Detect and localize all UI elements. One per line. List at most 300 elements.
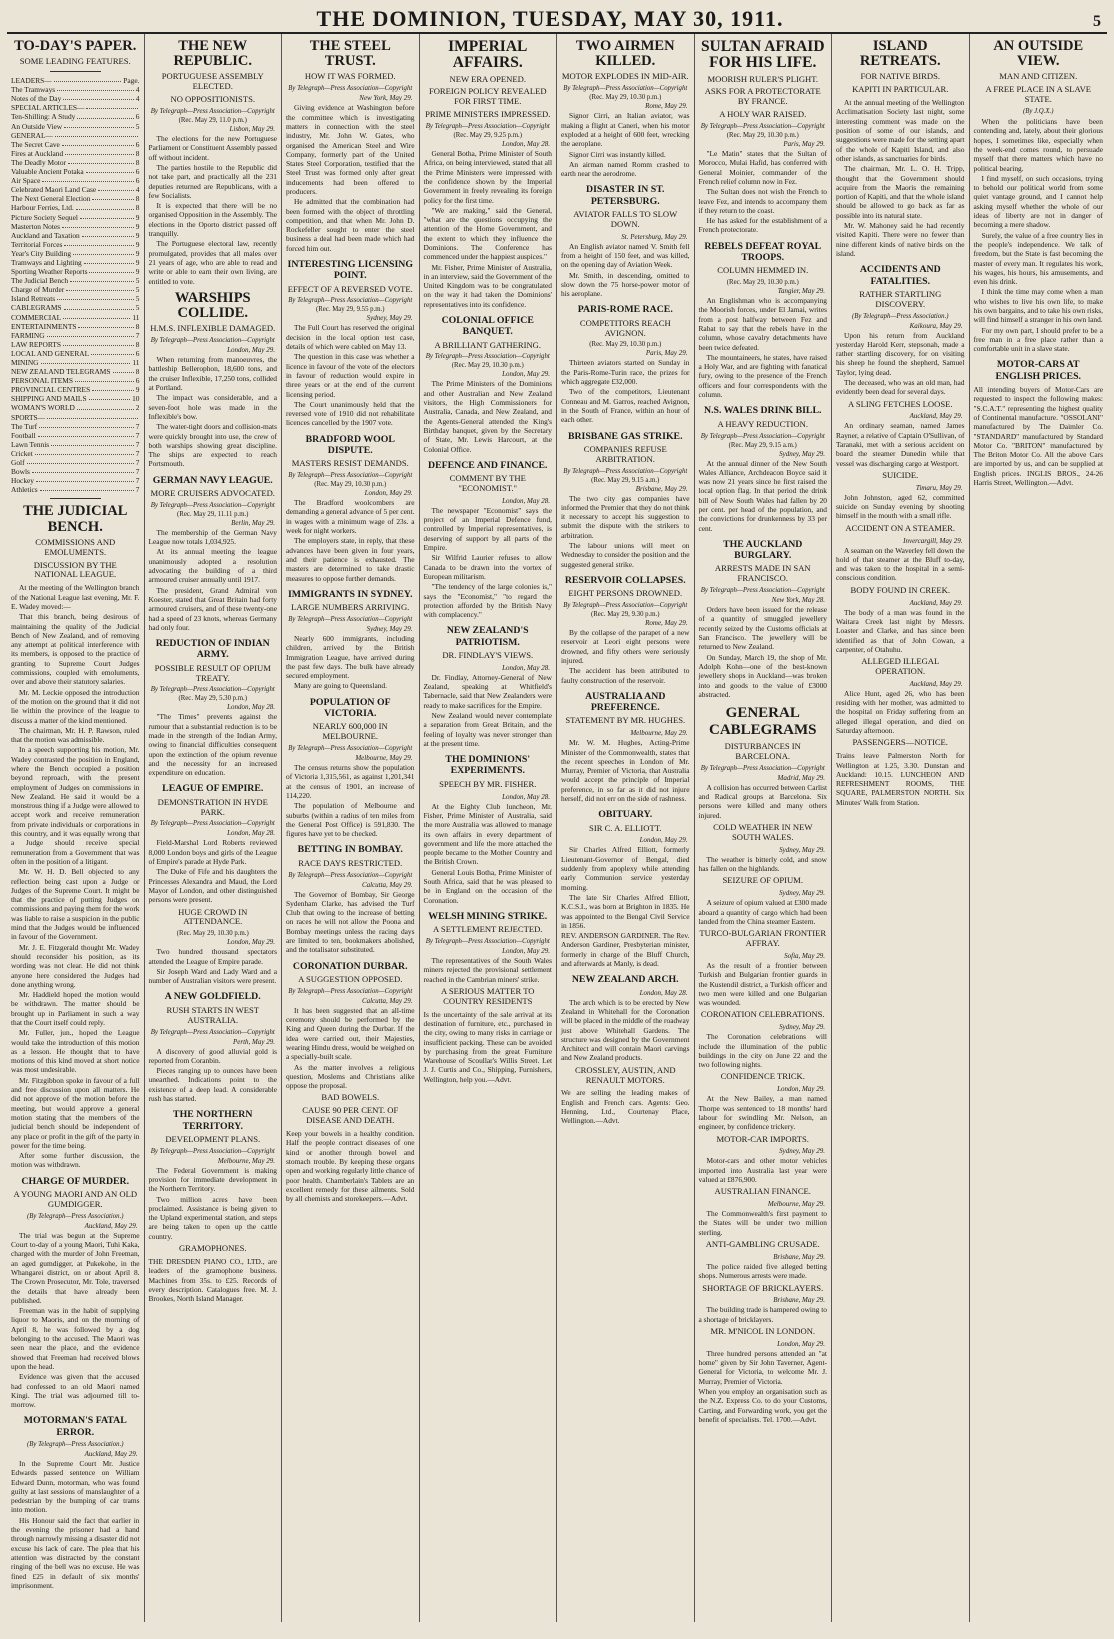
index-entry-page: 6 — [135, 176, 140, 186]
article-subheading: RACE DAYS RESTRICTED. — [298, 857, 403, 868]
advertisement-heading: A SERIOUS MATTER TO COUNTRY RESIDENTS — [440, 985, 535, 1006]
dateline: Paris, May 29. — [645, 349, 688, 358]
article-subheading: MOORISH RULER'S PLIGHT. — [707, 73, 818, 84]
article-subheading: MAN AND CITIZEN. — [999, 71, 1078, 82]
paragraph: The Court unanimously held that the reversed vote of 1910 did not rehabilitate licences cancelled by the 1907 vote. — [286, 399, 415, 428]
article-subheading: PORTUGUESE ASSEMBLY ELECTED. — [161, 71, 264, 92]
article-heading: NEW ZEALAND ARCH. — [571, 974, 679, 986]
index-entry — [11, 276, 140, 285]
column-6 — [695, 34, 833, 1622]
column-4 — [420, 34, 558, 1622]
article-heading: CORONATION DURBAR. — [292, 960, 408, 972]
received-date: (Rec. May 29, 9.55 p.m.) — [315, 306, 385, 314]
paragraph: That this branch, being desirous of maintaining the quality of the Judicial Bench of New Zealand, and of removing any attempt at political interference with its members, is opposed to the practice of granting to Supreme Court Judges commissions, coupled with emoluments, over and above their statutory salaries. — [11, 612, 140, 687]
article-subheading: FOR NATIVE BIRDS. — [860, 71, 940, 82]
paragraph: The accident has been attributed to faulty construction of the reservoir. — [561, 666, 690, 685]
article-subheading: H.M.S. INFLEXIBLE DAMAGED. — [150, 323, 276, 334]
article-subheading: MASTERS RESIST DEMANDS. — [291, 458, 409, 469]
paragraph: An English aviator named V. Smith fell from a height of 150 feet, and was killed, on the opening day of Aviation Week. — [561, 241, 690, 270]
paragraph: The Full Court has reserved the original decision in the local option test case, details of which were cabled on May 13. — [286, 323, 415, 352]
paragraph: General Louis Botha, Prime Minister of South Africa, said that he was pleased to be in England on the occasion of the Coronation. — [423, 867, 552, 905]
index-entry-page: 9 — [135, 385, 140, 395]
paragraph: He admitted that the combination had been formed with the object of throttling competition, and that when Mr. John D. Rockefeller sought to enter the steel business a deal had been made which had forced him out. — [286, 197, 415, 253]
article-body — [424, 673, 553, 748]
article-body — [424, 379, 553, 453]
index-entry-page: 5 — [135, 121, 140, 131]
index-entry — [11, 313, 140, 322]
index-entry-page: 8 — [135, 157, 140, 167]
paragraph: Thirteen aviators started on Sunday in the Paris-Rome-Turin race, the prizes for which aggregate £32,000. — [561, 358, 690, 387]
paragraph: An Englishman who is accompanying the Moorish forces, under El Jamai, writes from a post halfway between Fez and Rabat to say that the rebels have in the column, whose cavalry detachments have been twice defeated. — [698, 296, 827, 352]
index-leader-dots — [82, 231, 134, 237]
index-leader-dots — [63, 94, 134, 100]
paragraph: Alice Hunt, aged 26, who has been residing with her mother, was admitted to the hospital on Friday suffering from an alleged illegal operation, and died on Saturday afternoon. — [836, 688, 965, 736]
index-entry — [11, 422, 140, 431]
index-entry-label: Cricket — [11, 448, 33, 458]
byline: (By Telegraph—Press Association.) — [26, 1440, 124, 1448]
article-heading: MOTORMAN'S FATAL ERROR. — [23, 1415, 127, 1438]
index-entry-label: Valuable Ancient Potaka — [11, 167, 84, 177]
index-entry-label: WOMAN'S WORLD — [11, 403, 75, 413]
dateline: Calcutta, May 29. — [361, 996, 413, 1005]
index-leader-dots — [70, 276, 134, 282]
index-entry-page: 7 — [135, 439, 140, 449]
paragraph: A seaman on the Waverley fell down the hold of that steamer at the Bluff to-day, and was taken to the hospital in a semi-conscious condition. — [836, 545, 965, 583]
index-entry-page: 7 — [135, 448, 140, 458]
masthead — [7, 6, 1107, 34]
index-entry-label: PERSONAL ITEMS — [11, 376, 73, 386]
paragraph: Orders have been issued for the release of a quantity of smuggled jewellery recently seized by the Customs officials at San Francisco. The jewellery will be returned to New Zealand. — [698, 605, 827, 652]
dateline: London, May 29. — [777, 1339, 825, 1348]
paragraph: Surely, the value of a free country lies in the people's independence. We talk of freedom, but the State is fast becoming the master of every man. It regulates his work, his wages, his hours, his amusements, and even his drink. — [973, 230, 1103, 287]
dateline: Melbourne, May 29. — [217, 1156, 275, 1165]
advertisement-heading: CROSSLEY, AUSTIN, AND RENAULT MOTORS. — [574, 1064, 676, 1085]
dateline: London, May 29. — [639, 836, 688, 845]
dateline: Sydney, May 29. — [779, 1023, 825, 1032]
article-heading: BRADFORD WOOL DISPUTE. — [305, 433, 395, 456]
section-heading-todays-paper: TO-DAY'S PAPER. — [14, 38, 137, 54]
article-subheading: COLUMN HEMMED IN. — [717, 265, 809, 276]
paragraph: At the annual meeting of the Wellington Acclimatisation Society last night, some interesting comment was made on the position of some of our islands, and suggestions were made for the setting apart of the whole of Kapiti Island, and also other islands, as sanctuaries for birds. — [836, 98, 965, 163]
paragraph: At the meeting of the Wellington branch of the National League last evening, Mr. F. E. Wadey moved:— — [11, 583, 140, 611]
index-entry — [11, 385, 140, 394]
index-entry-page: 6 — [135, 167, 140, 177]
index-entry — [11, 258, 140, 267]
paragraph: Pieces ranging up to ounces have been unearthed. Indications point to the existence of a deep lead. A considerable rush has started. — [148, 1066, 277, 1103]
article-heading: POPULATION OF VICTORIA. — [309, 696, 391, 719]
article-subheading: A SUGGESTION OPPOSED. — [298, 973, 403, 984]
article-body — [286, 763, 415, 838]
received-date: (Rec. May 29, 10.30 p.m.) — [589, 94, 662, 102]
paragraph: The chairman, Mr. H. P. Rawson, ruled that the motion was admissible. — [11, 725, 140, 745]
dateline: Lisbon, May 29. — [229, 125, 275, 134]
dateline: London, May 29. — [777, 1085, 825, 1094]
byline: By Telegraph—Press Association—Copyright — [288, 85, 413, 93]
article-subheading: SUICIDE. — [882, 469, 919, 480]
paragraph: The Bradford woolcombers are demanding a general advance of 5 per cent. in wages with a minimum wage of 23s. a week for night workers. — [286, 498, 415, 536]
byline: By Telegraph—Press Association—Copyright — [700, 123, 825, 131]
article-subheading: RUSH STARTS IN WEST AUSTRALIA. — [166, 1004, 259, 1025]
index-entry — [11, 294, 140, 303]
article-body — [561, 111, 690, 178]
index-entry-page: 6 — [135, 348, 140, 358]
dateline: Melbourne, May 29. — [355, 754, 413, 763]
index-entry — [11, 322, 140, 331]
index-leader-dots — [27, 458, 134, 464]
dateline: Auckland, May 29. — [84, 1449, 138, 1458]
paragraph: The body of a man was found in the Waitara Creek last night by Messrs. Loaster and Clarke, and has since been identified as that of John Cowan, a carpenter, of Otahuhu. — [836, 607, 965, 654]
article-body — [836, 493, 965, 521]
dateline: London, May 28. — [502, 140, 550, 149]
article-heading: THE NEW REPUBLIC. — [173, 38, 253, 70]
paragraph: The building trade is hampered owing to a shortage of bricklayers. — [698, 1305, 827, 1324]
article-subheading: DISTURBANCES IN BARCELONA. — [724, 741, 801, 762]
byline: By Telegraph—Press Association—Copyright — [150, 820, 275, 828]
index-entry — [11, 303, 140, 312]
byline: By Telegraph—Press Association—Copyright — [563, 467, 688, 475]
article-heading: THE AUCKLAND BURGLARY. — [723, 538, 803, 562]
index-leader-dots — [89, 394, 131, 400]
index-entry-page: 8 — [135, 339, 140, 349]
article-body — [699, 855, 828, 874]
index-leader-dots — [47, 331, 134, 337]
index-leader-dots — [63, 340, 134, 346]
index-entry-page: 7 — [135, 330, 140, 340]
index-entry-page: 4 — [135, 85, 140, 95]
index-entry-label: Notes of the Day — [11, 94, 62, 104]
article-subheading: ARRESTS MADE IN SAN FRANCISCO. — [714, 563, 811, 584]
dateline: London, May 28. — [227, 703, 275, 712]
index-entry-label: The Judicial Bench — [11, 276, 69, 286]
index-entry-page: 10 — [132, 394, 140, 404]
index-leader-dots — [41, 358, 131, 364]
received-date: (Rec. May 29, 9.30 p.m.) — [590, 611, 660, 619]
paragraph: For my own part, I should prefer to be a free man in a free place rather than a comfortable unit in a slave state. — [973, 325, 1103, 354]
article-subheading: AUSTRALIAN FINANCE. — [714, 1186, 811, 1197]
article-subheading: MR. M'NICOL IN LONDON. — [710, 1326, 816, 1337]
dateline: London, May 28. — [639, 988, 688, 997]
dateline: Perth, May 29. — [233, 1037, 275, 1046]
article-heading: RESERVOIR COLLAPSES. — [564, 574, 686, 586]
index-entry-page: 8 — [135, 367, 140, 377]
dateline: Timaru, May 29. — [915, 483, 963, 492]
received-date: (Rec. May 29, 10.30 p.m.) — [726, 279, 799, 287]
paragraph: The elections for the new Portuguese Parliament or Constituent Assembly passed off without incident. — [148, 134, 278, 162]
article-subheading: CORONATION CELEBRATIONS. — [700, 1009, 825, 1020]
paragraph: The president, Grand Admiral von Koester, stated that Great Britain had forty armoured cruisers, and of these twenty-one had a speed of 23 knots, whereas Germany had only four. — [148, 585, 277, 632]
columns — [7, 34, 1107, 1622]
index-entry-label: Golf — [11, 458, 25, 468]
index-entry-label: The Turf — [11, 421, 38, 431]
article-body — [699, 1305, 828, 1324]
paragraph: The Prime Ministers of the Dominions and other Australian and New Zealand visitors, the High Commissioners for Australia, Canada, and New Zealand, and the Agents-General attended the King's Birthday banquet, given by the Secretary of State, Mr. Lewis Harcourt, at the Colonial Office. — [423, 379, 552, 454]
article-body — [286, 890, 415, 955]
article-subheading: CONFIDENCE TRICK. — [720, 1071, 805, 1082]
index-entry-label: Fires at Auckland — [11, 148, 64, 158]
byline: By Telegraph—Press Association—Copyright — [150, 337, 275, 345]
index-leader-dots — [55, 131, 138, 137]
article-body — [699, 1209, 828, 1237]
dateline: Sydney, May 29. — [366, 314, 413, 323]
article-body — [561, 998, 690, 1063]
article-subheading: SPEECH BY MR. FISHER. — [439, 778, 537, 789]
article-body — [149, 712, 278, 777]
index-leader-dots — [64, 122, 134, 128]
index-entry — [11, 240, 140, 249]
paragraph: The arch which is to be erected by New Zealand in Whitehall for the Coronation will be placed in the middle of the roadway just above Whitehall Gardens. The structure was designed by the Government Architect and will contain Maori carvings and New Zealand products. — [561, 997, 690, 1063]
paragraph: Mr. Smith, in descending, omitted to slow down the 75 horse-power motor of his aeroplane. — [561, 270, 690, 299]
article-heading: GENERAL CABLEGRAMS — [708, 705, 817, 739]
index-leader-dots — [36, 476, 134, 482]
index-leader-dots — [38, 431, 134, 437]
paragraph: Sir Charles Alfred Elliott, formerly Lieutenant-Governor of Bengal, died suddenly from apoplexy while attending early Communion service yesterday morning. — [561, 845, 690, 892]
dateline: Sydney, May 29. — [779, 889, 825, 898]
article-subheading: MORE CRUISERS ADVOCATED. — [150, 487, 275, 498]
index-entry-page: 7 — [135, 467, 140, 477]
byline: By Telegraph—Press Association—Copyright — [150, 1028, 275, 1036]
article-body — [561, 845, 690, 930]
index-entry-label: Year's City Building — [11, 248, 72, 258]
paragraph: Dr. Findlay, Attorney-General of New Zealand, speaking at Whitfield's Tabernacle, said that New Zealanders were ready to make sacrifices for the Empire. — [423, 672, 552, 710]
article-heading: DISASTER IN ST. PETERSBURG. — [586, 184, 665, 207]
article-body — [836, 98, 965, 258]
index-entry-page: 11 — [132, 312, 140, 322]
paragraph: Sir Wilfrid Laurier refuses to allow Canada to be drawn into the vortex of European militarism. — [423, 553, 552, 581]
article-subheading: COMPETITORS REACH AVIGNON. — [579, 317, 671, 338]
paragraph: A seizure of opium valued at £300 made aboard a quantity of cargo which had been landed from the China steamer Eastern. — [698, 898, 827, 926]
article-subheading: SEIZURE OF OPIUM. — [722, 875, 803, 886]
index-entry-label: Masterton Notes — [11, 221, 61, 231]
index-leader-dots — [32, 467, 134, 473]
paragraph: The trial was begun at the Supreme Court to-day of a young Maori, Tuhi Kaka, charged with the murder of John Freeman, an aged gumdigger, at Pukekohe, in the Whangarei district, on or about April 8. The Crown Prosecutor, Mr. Tole, traversed the details that have already been published. — [11, 1230, 140, 1305]
paragraph: The Governor of Bombay, Sir George Sydenham Clarke, has advised the Turf Club that owing to the increase of betting on races he will not allow the Poona and Bombay meetings unless the racing days are limited to ten, bookmakers abolished, and the totalisator substituted. — [286, 889, 415, 955]
article-heading: SULTAN AFRAID FOR HIS LIFE. — [700, 38, 825, 72]
index-entry — [11, 176, 140, 185]
divider — [50, 498, 101, 499]
masthead-title: THE DOMINION, TUESDAY, MAY 30, 1911. — [316, 6, 784, 31]
paragraph: By the collapse of the parapet of a new reservoir at Leori eight persons were drowned, and fifty others were seriously injured. — [561, 628, 690, 665]
index-entry-page: 4 — [135, 94, 140, 104]
byline: By Telegraph—Press Association—Copyright — [563, 85, 688, 93]
index-entry — [11, 376, 140, 385]
index-entry-label: Territorial Forces — [11, 239, 63, 249]
index-leader-dots — [76, 203, 134, 209]
index-leader-dots — [65, 149, 134, 155]
article-subheading: MOTOR-CAR IMPORTS. — [716, 1133, 809, 1144]
byline: By Telegraph—Press Association—Copyright — [288, 745, 413, 753]
index-leader-dots — [113, 367, 134, 373]
article-body — [561, 358, 690, 424]
index-entry-label: The Deadly Motor — [11, 157, 67, 167]
byline: By Telegraph—Press Association—Copyright — [563, 602, 688, 610]
index-entry — [11, 358, 140, 367]
index-leader-dots — [92, 385, 134, 391]
dateline: Brisbane, May 29. — [773, 1296, 825, 1305]
paragraph: "The tendency of the large colonies is," says the "Economist," "to regard the protection afforded by the British Navy with complacency." — [423, 582, 552, 620]
article-subheading: COMPANIES REFUSE ARBITRATION. — [583, 443, 667, 464]
dateline: Rome, May 29. — [645, 619, 688, 628]
paragraph: General Botha, Prime Minister of South Africa, on being interviewed, stated that all the Prime Ministers were impressed with the confidence shown by the Imperial Government in freely revealing its foreign policy for the first time. — [423, 149, 552, 205]
index-leader-dots — [92, 194, 133, 200]
paragraph: Mr. W. Mahoney said he had recently visited Kapiti. There were no fewer than nine different kinds of native birds on the island. — [836, 221, 965, 258]
article-body — [149, 1047, 278, 1104]
dateline: London, May 28. — [227, 829, 275, 838]
article-body — [286, 323, 415, 427]
article-subheading: A YOUNG MAORI AND AN OLD GUMDIGGER. — [13, 1189, 138, 1209]
article-body — [836, 608, 965, 654]
article-body — [699, 459, 828, 533]
byline: (By J.Q.X.) — [1022, 108, 1054, 116]
article-subheading: POSSIBLE RESULT OF OPIUM TREATY. — [154, 662, 271, 683]
paragraph: When returning from manoeuvres, the battleship Bellerophon, 18,600 tons, and the cruiser Inflexible, 17,250 tons, collided at Portland. — [148, 355, 277, 393]
dateline: Madrid, May 29. — [777, 773, 825, 782]
index-entry — [11, 194, 140, 203]
article-body — [974, 117, 1104, 353]
paragraph: It is expected that there will be no organised Opposition in the Assembly. The elections in the Oporto district passed off tranquilly. — [148, 201, 277, 239]
dateline: St. Petersburg, May 29. — [621, 232, 688, 241]
index-leader-dots — [86, 103, 137, 109]
article-heading: ACCIDENTS AND FATALITIES. — [859, 264, 941, 287]
paragraph: The two city gas companies have informed the Premier that they do not think it necessary to accept his suggestion to submit the dispute with the strikers to arbitration. — [561, 493, 690, 540]
index-entry-page: 5 — [135, 294, 140, 304]
advertisement-text: Is the uncertainty of the sale arrival at its destination of furniture, etc., purchased in the city, owing to many risks in carriage or insufficient packing. These can be avoided by purchasing from the great Furniture Warehouse of Scoullar's Willis Street. Let J. J. Curtis and Co., Shipping, Furnishers, Wellington, help you.—Advt. — [423, 1009, 552, 1084]
index-entry — [11, 440, 140, 449]
index-entry — [11, 185, 140, 194]
received-date: (Rec. May 29, 10.30 p.m.) — [451, 362, 524, 370]
index-entry-label: LAW REPORTS — [11, 339, 61, 349]
index-entry-label: CABLEGRAMS — [11, 303, 62, 313]
index-leader-dots — [86, 167, 134, 173]
received-date: (Rec. May 29, 10.30 p.m.) — [176, 930, 249, 938]
dateline: Rome, May 29. — [645, 102, 688, 111]
index-leader-dots — [84, 258, 134, 264]
byline: By Telegraph—Press Association—Copyright — [288, 987, 413, 995]
dateline: Sofia, May 29. — [784, 951, 825, 960]
paragraph: Two million acres have been proclaimed. Assistance is being given to the Upland experimental station, and steps are being taken to open up the cattle country. — [148, 1194, 277, 1241]
index-entry — [11, 131, 140, 140]
index-entry-page: 6 — [135, 376, 140, 386]
index-entry-label: LOCAL AND GENERAL — [11, 348, 90, 358]
index-entry-label: Air Space — [11, 176, 41, 186]
article-subheading: PRIME MINISTERS IMPRESSED. — [425, 109, 551, 120]
index-leader-dots — [62, 140, 134, 146]
index-entry-label: Charge of Murder — [11, 285, 65, 295]
dateline: London, May 29. — [502, 370, 550, 379]
index-entry — [11, 340, 140, 349]
article-heading: DEFENCE AND FINANCE. — [428, 459, 548, 471]
received-date: (Rec. May 29, 9.15 a.m.) — [728, 441, 797, 449]
article-subheading: LARGE NUMBERS ARRIVING. — [291, 602, 410, 613]
article-subheading: HOW IT WAS FORMED. — [304, 71, 396, 82]
index-leader-dots — [66, 285, 134, 291]
article-heading: TWO AIRMEN KILLED. — [575, 38, 675, 70]
dateline: Sydney, May 29. — [779, 1147, 825, 1156]
article-heading: NEW ZEALAND'S PATRIOTISM. — [446, 625, 529, 648]
article-heading: WELSH MINING STRIKE. — [428, 910, 548, 922]
article-subheading: RATHER STARTLING DISCOVERY. — [859, 288, 942, 309]
index-entry-label: COMMERCIAL — [11, 312, 62, 322]
paragraph: The Portuguese electoral law, recently promulgated, provides that all males over 21 years of age, who are able to read and write or able to earn their own living, are entitled to vote. — [148, 239, 277, 286]
index-leader-dots — [98, 185, 134, 191]
index-entry-label: Tramways and Lighting — [11, 257, 82, 267]
article-heading: IMPERIAL AFFAIRS. — [448, 38, 528, 72]
dateline: Melbourne, May 29. — [630, 729, 688, 738]
paragraph: Mr. W. H. D. Bell objected to any reflection being cast upon a Judge or Judges of the Supreme Court. It might be that the practice of putting Judges on commissions and paying them for the work was liable to raise a suspicion in the public mind that the Judges would be influenced in favour of the Government. — [11, 867, 140, 942]
paragraph: The impact was considerable, and a seven-foot hole was made in the Inflexible's bow. — [148, 393, 277, 421]
index-entry-page: Page. — [123, 76, 140, 86]
index-leader-dots — [47, 413, 137, 419]
byline: By Telegraph—Press Association—Copyright — [700, 432, 825, 440]
received-date: (Rec. May 29, 9.15 a.m.) — [591, 476, 660, 484]
index-entry — [11, 149, 140, 158]
paragraph: Sir Joseph Ward and Lady Ward and a number of Australian visitors were present. — [148, 966, 277, 986]
index-entry-label: Ten-Shilling: A Study — [11, 112, 76, 122]
index-entry-label: Harbour Ferries, Ltd. — [11, 203, 74, 213]
article-subheading: COLD WEATHER IN NEW SOUTH WALES. — [713, 822, 813, 842]
index-entry-label: SPECIAL ARTICLES— — [11, 103, 85, 113]
paragraph: An airman named Romm crashed to earth near the aerodrome. — [561, 159, 690, 179]
index-entry — [11, 94, 140, 103]
paragraph: The labour unions will meet on Wednesday to consider the position and the suggested general strike. — [561, 541, 690, 569]
article-subheading: HUGE CROWD IN ATTENDANCE. — [178, 906, 248, 927]
byline: By Telegraph—Press Association—Copyright — [288, 871, 413, 879]
paragraph: Many are going to Queensland. — [294, 681, 387, 691]
paragraph: Mr. J. E. Fitzgerald thought Mr. Wadey should reconsider his position, as its wording was not clear. He did not think anyone here considered the Judges had done anything wrong. — [11, 942, 140, 989]
paragraph: Three hundred persons attended an "at home" given by Sir John Taverner, Agent-General for Victoria, to welcome Mr. J. Murray, Premier of Victoria. — [698, 1348, 827, 1386]
byline: By Telegraph—Press Association—Copyright — [288, 472, 413, 480]
index-entry — [11, 367, 140, 376]
paragraph: Signor Cirri, an Italian aviator, was making a flight at Caneri, when his motor exploded at a height of 600 feet, wrecking the aeroplane. — [561, 111, 690, 149]
paragraph: Motor-cars and other motor vehicles imported into Australia last year were valued at £876,900. — [698, 1156, 827, 1185]
article-body — [836, 689, 965, 735]
index-entry-page: 8 — [135, 194, 140, 204]
index-entry — [11, 76, 140, 85]
paragraph: He has asked for the establishment of a French protectorate. — [698, 216, 827, 235]
article-subheading: ALLEGED ILLEGAL OPERATION. — [861, 656, 940, 677]
index-entry — [11, 222, 140, 231]
index-entry-page: 5 — [135, 276, 140, 286]
dateline: London, May 29. — [502, 947, 550, 956]
article-subheading: NEARLY 600,000 IN MELBOURNE. — [312, 721, 388, 742]
article-body — [699, 898, 828, 926]
article-subheading: ASKS FOR A PROTECTORATE BY FRANCE. — [704, 86, 821, 107]
index-entry — [11, 431, 140, 440]
dateline: Sydney, May 29. — [779, 449, 825, 458]
index-entry-label: Hockey — [11, 476, 34, 486]
dateline: Paris, May 29. — [783, 140, 825, 149]
dateline: Auckland, May 29. — [909, 679, 963, 688]
index-entry-page: 8 — [135, 321, 140, 331]
paragraph: It has been suggested that an all-time ceremony should be performed by the King and Queen during the Durbar. If the idea were carried out, their Majesties, wearing Hindu dress, would be weighed on a specially-built scale. — [286, 1005, 415, 1062]
paragraph: The weather is bitterly cold, and snow has fallen on the highlands. — [698, 854, 827, 874]
paragraph: As the result of a frontier between Turkish and Bulgarian frontier guards in the Kustendil district, a Turkish officer and two men were killed and one Bulgarian was wounded. — [698, 960, 827, 1008]
paragraph: The Federal Government is making provision for immediate development in the Northern Territory. — [148, 1165, 277, 1194]
article-heading: BRISBANE GAS STRIKE. — [567, 430, 683, 442]
dateline: London, May 28. — [502, 792, 550, 801]
index-leader-dots — [54, 76, 122, 82]
paragraph: I find myself, on such occasions, trying to behold our political world from some quiet vantage ground, and I cannot help asking myself whether the whole of our ideas of liberty are not in danger of becoming a mere shadow. — [973, 173, 1103, 230]
paragraph: Two of the competitors, Lieutenant Conneau and M. Garros, reached Avignon, in the South of France, within an hour of each other. — [561, 387, 690, 425]
dateline: London, May 29. — [227, 346, 275, 355]
paragraph: In a speech supporting his motion, Mr. Wadey contrasted the position in England, where the Bench occupied a position beyond reproach, with the present employment of Judges on commissions in New Zealand. He said it would be a monstrous thing if a Judge were allowed to accept work and receive remuneration from private individuals or corporations in this country, and it was equally wrong that a Judge should receive special remuneration from a Government that was often in the position of a litigant. — [11, 745, 140, 866]
article-body — [561, 242, 690, 299]
index-entry-page: 9 — [135, 239, 140, 249]
advertisement-text: Trains leave Palmerston North for Wellington at 1.25, 3.30. Dunstan and Auckland: 10.15. LUNCHEON AND REFRESHMENT ROOMS, THE SQUARE, PALMERSTON NORTH. Six Minutes' Walk from Station. — [836, 751, 965, 807]
article-heading: ISLAND RETREATS. — [859, 38, 941, 70]
paragraph: On Sunday, March 19, the shop of Mr. Adolph Kohn—one of the best-known jewellery shops in Auckland—was broken into and goods to the value of £3000 abstracted. — [698, 652, 827, 699]
article-body — [424, 149, 553, 309]
index-entry — [11, 485, 140, 494]
